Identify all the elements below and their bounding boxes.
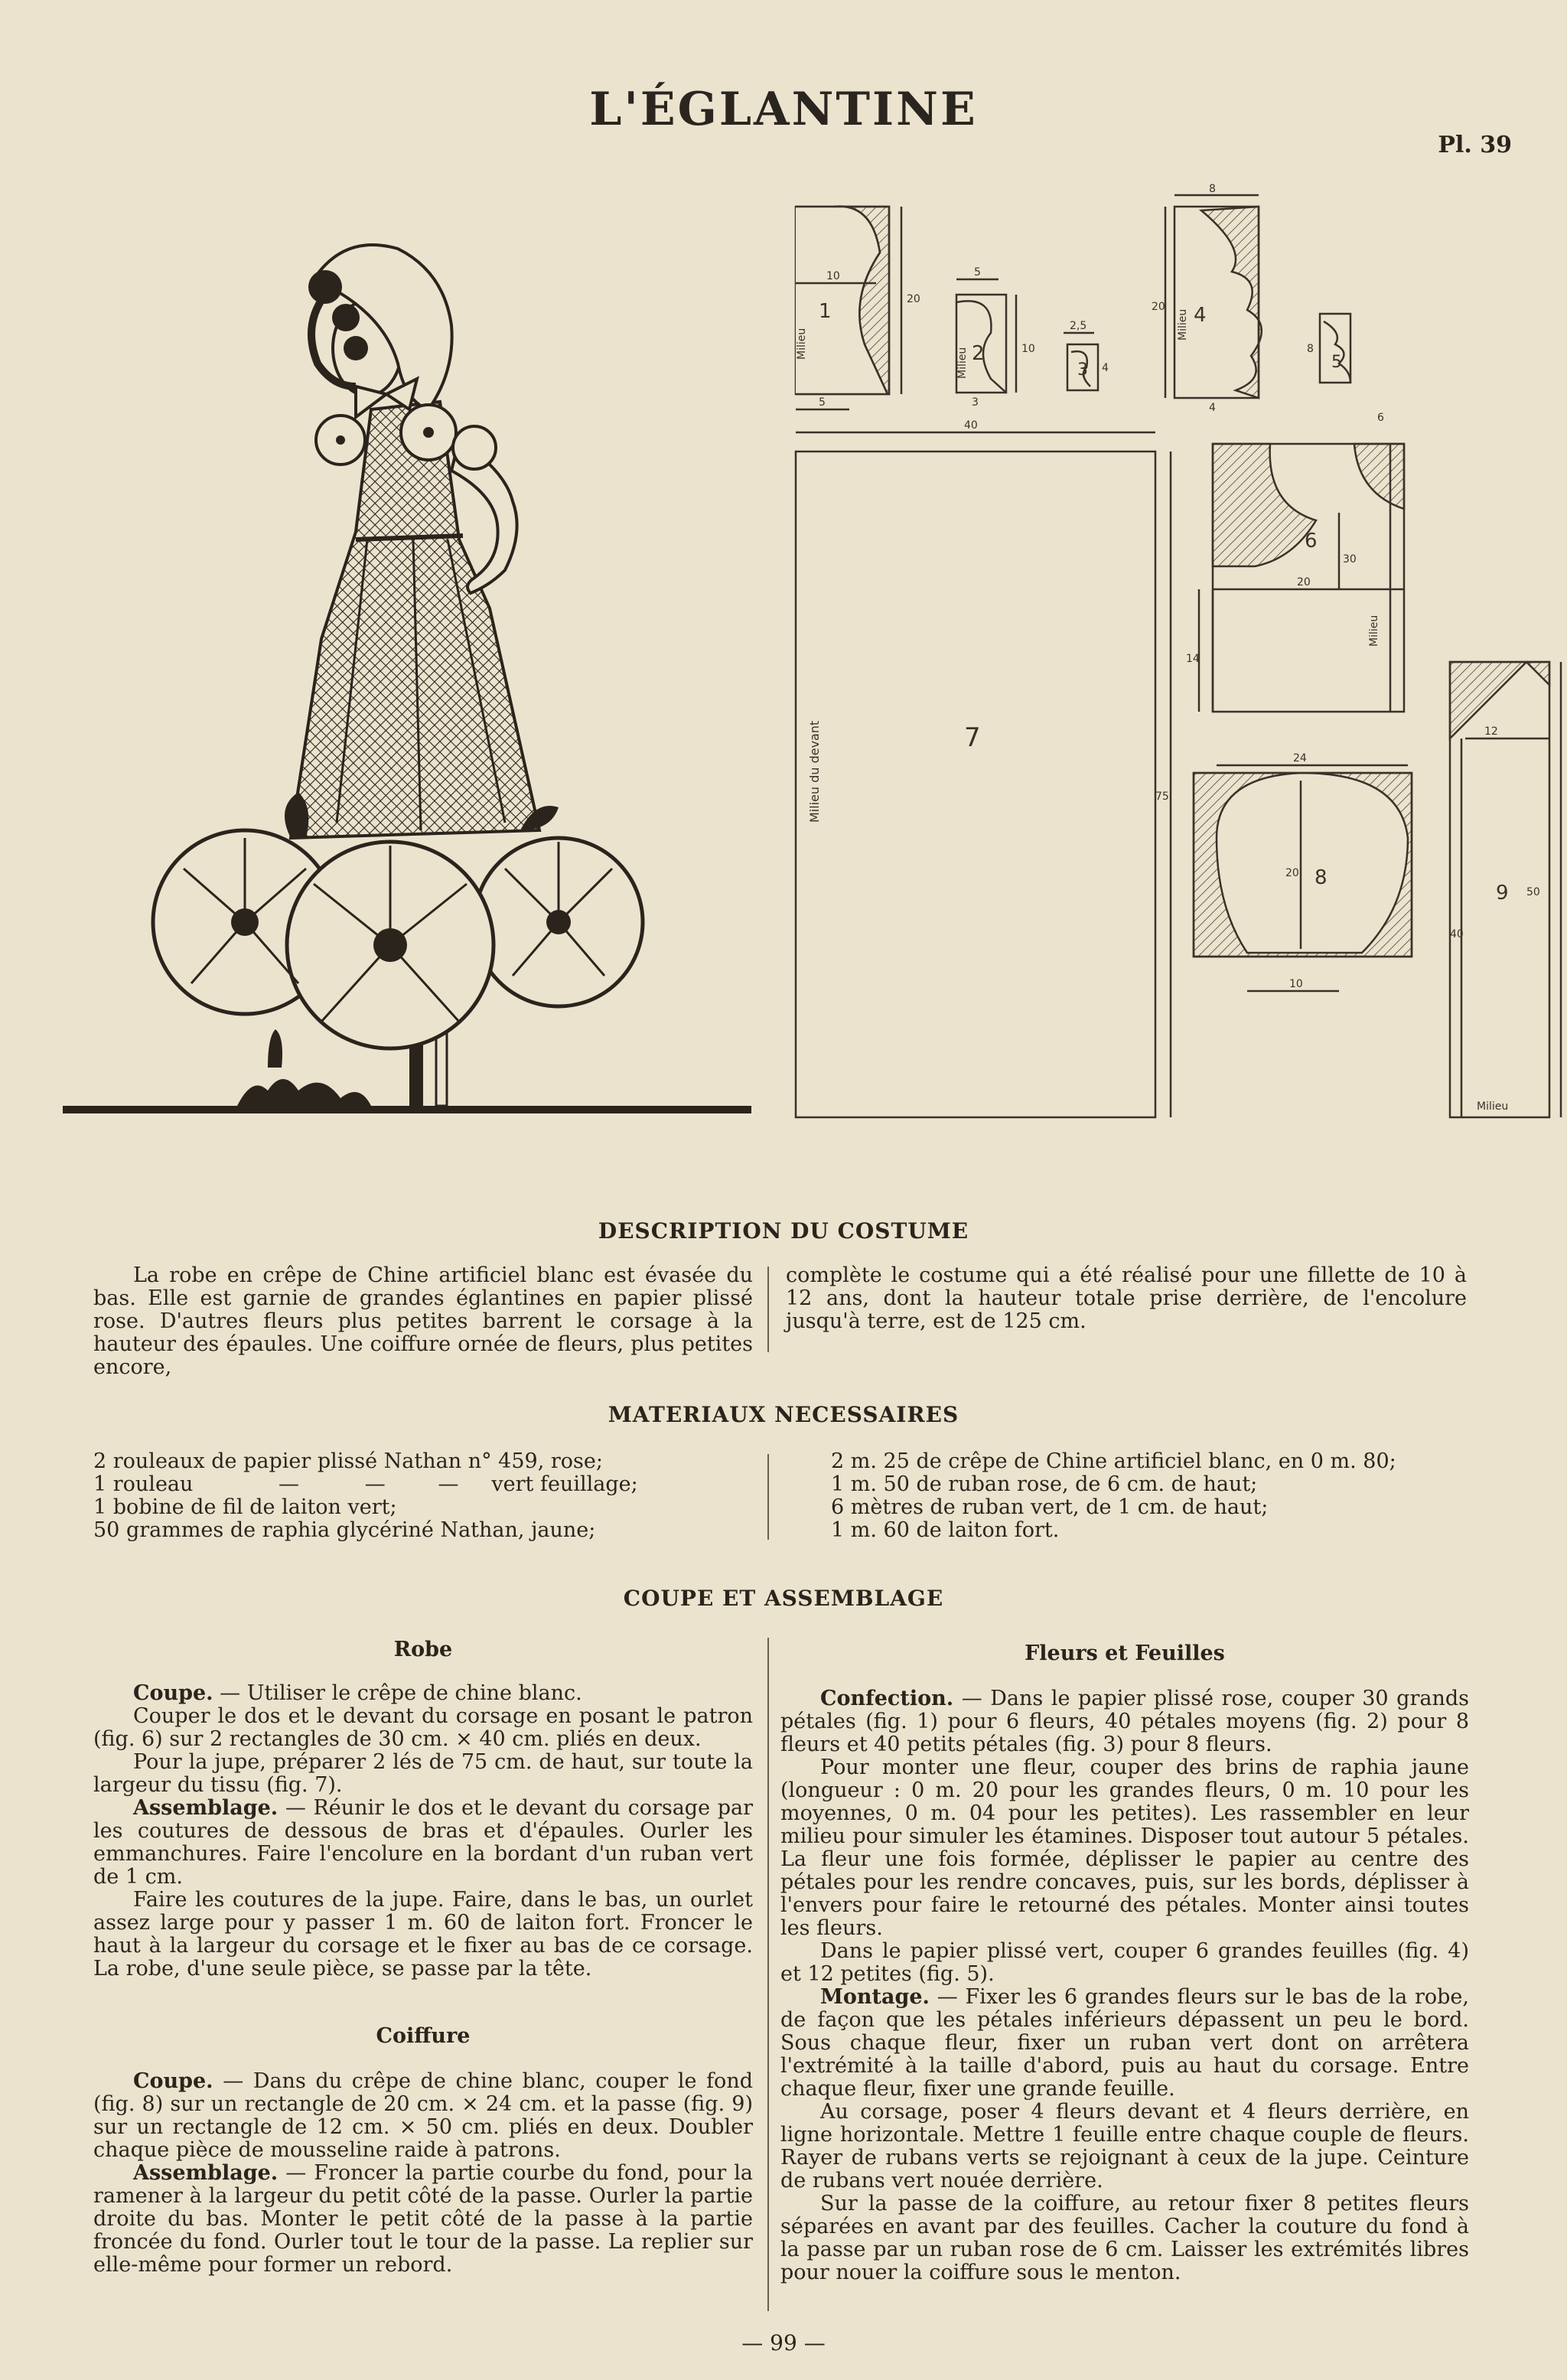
p3-h: 4 — [1102, 362, 1109, 374]
p6-top: 6 — [1377, 412, 1384, 424]
material-item: 6 mètres de ruban vert, de 1 cm. de haut; — [831, 1495, 1269, 1519]
p7-w: 40 — [964, 419, 978, 432]
p9-h2: 50 — [1526, 886, 1540, 898]
p1-num: 1 — [819, 300, 832, 323]
p2-milieu: Milieu — [956, 347, 969, 379]
material-item: 2 m. 25 de crêpe de Chine artificiel blanc, en 0 m. 80; — [831, 1449, 1396, 1473]
coiffure-coupe-text: — Dans du crêpe de chine blanc, couper le fond (fig. 8) sur un rectangle de 20 cm. × 24 cm. et la passe (fig. 9) sur un rectangle de 12 cm. × 50 cm. pliés en deux. Doubler chaque pièce de mousseline raide à patrons. — [93, 2069, 753, 2162]
robe-assemblage-lead: Assemblage. — [133, 1796, 279, 1820]
material-item: 1 bobine de fil de laiton vert; — [93, 1495, 397, 1519]
p4-h: 20 — [1152, 301, 1165, 313]
description-left — [93, 1264, 753, 1379]
p9-num: 9 — [1496, 882, 1509, 905]
p8-num: 8 — [1315, 866, 1328, 889]
fleurs-confection-lead: Confection. — [820, 1687, 954, 1710]
materials-right — [831, 1450, 1520, 1542]
p6-w: 20 — [1297, 576, 1311, 588]
p3-num: 3 — [1077, 360, 1088, 380]
material-item: 1 m. 50 de ruban rose, de 6 cm. de haut; — [831, 1472, 1258, 1496]
p6-num: 6 — [1305, 530, 1318, 553]
fleurs-p3: Dans le papier plissé vert, couper 6 grandes feuilles (fig. 4) et 12 petites (fig. 5). — [780, 1939, 1469, 1986]
p2-num: 2 — [972, 342, 985, 365]
robe-coupe-lead: Coupe. — [133, 1681, 213, 1705]
coiffure-heading: Coiffure — [376, 2024, 471, 2048]
material-item: 2 rouleaux de papier plissé Nathan n° 459, rose; — [93, 1449, 603, 1473]
divider — [767, 1638, 769, 2311]
coiffure-text — [93, 2070, 753, 2277]
fleurs-heading: Fleurs et Feuilles — [1025, 1642, 1225, 1665]
fleurs-text — [780, 1687, 1469, 2284]
coiffure-assemblage-lead: Assemblage. — [133, 2161, 279, 2185]
coiffure-assemblage-text: — Froncer la partie courbe du fond, pour la ramener à la largeur du petit côté de la passe. Ourler la partie droite du bas. Monter le petit côté de la passe à la partie froncée du fond. Ourler tout le tour de la passe. La replier sur elle-même pour former un rebord. — [93, 2161, 753, 2277]
fleurs-confection-text: — Dans le papier plissé rose, couper 30 grands pétales (fig. 1) pour 6 fleurs, 40 pétales moyens (fig. 2) pour 8 fleurs et 40 petits pétales (fig. 3) pour 8 fleurs. — [780, 1687, 1469, 1756]
coiffure-coupe-lead: Coupe. — [133, 2069, 213, 2093]
coupe-heading: COUPE ET ASSEMBLAGE — [623, 1586, 944, 1611]
p9-h: 40 — [1450, 928, 1464, 941]
robe-assemblage-text: — Réunir le dos et le devant du corsage par les coutures de dessous de bras et d'épaules. Ourler les emmanchures. Faire l'encolure en la bordant d'un ruban vert de 1 cm. — [93, 1796, 753, 1889]
robe-text — [93, 1682, 753, 1981]
p8-w: 24 — [1293, 752, 1307, 765]
fleurs-montage-lead: Montage. — [820, 1985, 930, 2009]
p4-w: 8 — [1209, 183, 1216, 195]
p3-w: 2,5 — [1070, 320, 1087, 332]
p1-w: 10 — [826, 270, 840, 282]
p2-h: 10 — [1021, 343, 1035, 355]
plate-number: Pl. 39 — [1438, 132, 1512, 158]
p4-num: 4 — [1194, 304, 1207, 327]
p4-b: 4 — [1209, 402, 1216, 414]
p5-h: 8 — [1307, 343, 1314, 355]
description-right-text: complète le costume qui a été réalisé pour une fillette de 10 à 12 ans, dont la hauteur totale prise derrière, de l'encolure jusqu'à terre, est de 125 cm. — [786, 1263, 1467, 1333]
material-item: 1 rouleau — — — vert feuillage; — [93, 1472, 638, 1496]
p8-b: 10 — [1289, 978, 1303, 990]
material-item: 1 m. 60 de laiton fort. — [831, 1518, 1060, 1542]
divider — [767, 1454, 769, 1540]
p7-h: 75 — [1155, 791, 1169, 803]
p1-milieu: Milieu — [796, 328, 808, 360]
p2-b: 3 — [972, 396, 979, 409]
page-title: L'ÉGLANTINE — [589, 83, 978, 136]
fleurs-p6: Sur la passe de la coiffure, au retour fixer 8 petites fleurs séparées en avant par des feuilles. Cacher la couture du fond à la passe par un ruban rose de 6 cm. Laisser les extrémités libres pour nouer la coiffure sous le menton. — [780, 2192, 1469, 2284]
p6-milieu: Milieu — [1368, 615, 1380, 647]
p1-h: 20 — [907, 293, 920, 305]
fleurs-montage-text: — Fixer les 6 grandes fleurs sur le bas de la robe, de façon que les pétales inférieurs dépassent un peu le bord. Sous chaque fleur, fixer un ruban vert dont on arrêtera l'extrémité à la taille d'abord, puis au haut du corsage. Entre chaque fleur, fixer une grande feuille. — [780, 1985, 1469, 2101]
costume-illustration — [61, 210, 757, 1129]
p6-h: 30 — [1343, 553, 1357, 566]
description-left-text: La robe en crêpe de Chine artificiel blanc est évasée du bas. Elle est garnie de grandes églantines en papier plissé rose. D'autres fleurs plus petites barrent le corsage à la hauteur des épaules. Une coiffure ornée de fleurs, plus petites encore, — [93, 1263, 753, 1379]
p7-num: 7 — [964, 722, 981, 753]
description-right — [786, 1264, 1467, 1333]
robe-coupe-text: — Utiliser le crêpe de chine blanc. — [213, 1681, 582, 1705]
p8-h: 20 — [1285, 867, 1299, 879]
fleurs-p2: Pour monter une fleur, couper des brins de raphia jaune (longueur : 0 m. 20 pour les grandes fleurs, 0 m. 10 pour les moyennes, 0 m. 04 pour les petites). Les rassembler en leur milieu pour simuler les étamines. Disposer tout autour 5 pétales. La fleur une fois formée, déplisser le papier au centre des pétales pour les rendre concaves, puis, sur les bords, déplisser à l'envers pour faire le retourné des pétales. Monter ainsi toutes les fleurs. — [780, 1756, 1469, 1940]
robe-heading: Robe — [393, 1638, 453, 1661]
p9-milieu: Milieu — [1477, 1100, 1509, 1113]
materials-left — [93, 1450, 759, 1542]
divider — [767, 1267, 769, 1352]
materials-heading: MATERIAUX NECESSAIRES — [608, 1402, 959, 1427]
fleurs-p5: Au corsage, poser 4 fleurs devant et 4 fleurs derrière, en ligne horizontale. Mettre 1 feuille entre chaque couple de fleurs. Rayer de rubans verts se rejoignant à ceux de la jupe. Ceinture de rubans vert nouée derrière. — [780, 2100, 1469, 2193]
p2-w: 5 — [974, 266, 981, 279]
p9-w: 12 — [1484, 725, 1498, 738]
material-item: 50 grammes de raphia glycériné Nathan, jaune; — [93, 1518, 596, 1542]
robe-p2: Couper le dos et le devant du corsage en posant le patron (fig. 6) sur 2 rectangles de 30 cm. × 40 cm. pliés en deux. — [93, 1704, 753, 1751]
robe-p5: Faire les coutures de la jupe. Faire, dans le bas, un ourlet assez large pour y passer 1 m. 60 de laiton fort. Froncer le haut à la largeur du corsage et le fixer au bas de ce corsage. La robe, d'une seule pièce, se passe par la tête. — [93, 1888, 753, 1981]
robe-p3: Pour la jupe, préparer 2 lés de 75 cm. de haut, sur toute la largeur du tissu (fig. 7). — [93, 1750, 753, 1797]
page-number: — 99 — — [741, 2330, 826, 2356]
p5-num: 5 — [1331, 353, 1342, 372]
description-heading: DESCRIPTION DU COSTUME — [598, 1218, 969, 1244]
p6-l: 14 — [1186, 653, 1200, 665]
p1-b: 5 — [819, 396, 826, 409]
p7-milieu: Milieu du devant — [807, 720, 822, 823]
p4-milieu: Milieu — [1177, 308, 1189, 341]
pattern-diagram — [788, 183, 1540, 1125]
